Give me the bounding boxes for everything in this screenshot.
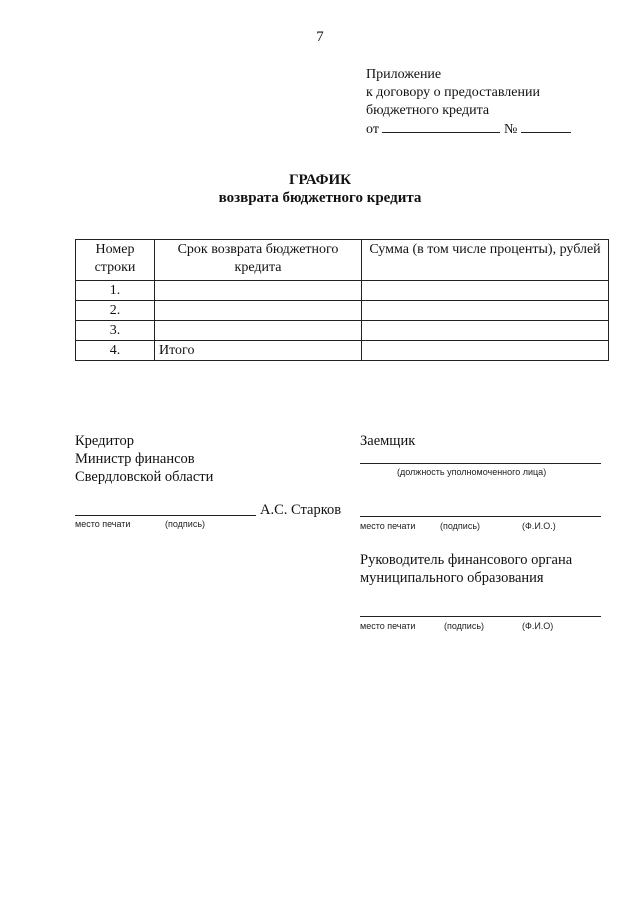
- creditor-seal-label: место печати: [75, 519, 131, 529]
- creditor-signer-name: А.С. Старков: [260, 502, 342, 518]
- borrower-title: Заемщик: [360, 433, 416, 449]
- finance-head-block: [360, 551, 572, 587]
- borrower-position-line: [360, 463, 601, 464]
- table-row: [76, 341, 609, 361]
- creditor-signature-label: (подпись): [165, 519, 206, 529]
- borrower-seal-label: место печати: [360, 521, 416, 531]
- creditor-position: Министр финансов: [75, 451, 195, 467]
- row-number: 3.: [76, 321, 155, 341]
- page-number: 7: [316, 29, 324, 45]
- finance-head-line-1: Руководитель финансового органа: [360, 552, 573, 568]
- borrower-signature-label: (подпись): [440, 521, 481, 531]
- row-term: [155, 301, 362, 321]
- row-term: [155, 321, 362, 341]
- finance-head-signature-line: [360, 616, 601, 617]
- date-blank: [382, 120, 500, 133]
- row-sum: [362, 281, 609, 301]
- repayment-schedule-table: [75, 239, 609, 361]
- title-line-2: возврата бюджетного кредита: [218, 190, 422, 206]
- finance-head-seal-label: место печати: [360, 621, 416, 631]
- creditor-title: Кредитор: [75, 433, 134, 449]
- annex-date-number: [366, 120, 571, 139]
- borrower-name-label: (Ф.И.О.): [522, 521, 556, 531]
- header-amount: Сумма (в том числе проценты), рублей: [362, 240, 609, 281]
- creditor-block: [75, 432, 213, 486]
- borrower-position-label: (должность уполномоченного лица): [397, 467, 547, 477]
- table-row: [76, 301, 609, 321]
- row-sum: [362, 341, 609, 361]
- annex-line-1: Приложение: [366, 67, 442, 82]
- finance-head-line-2: муниципального образования: [360, 570, 544, 586]
- title-line-1: ГРАФИК: [288, 172, 352, 188]
- annex-note: [366, 66, 571, 139]
- row-number: 4.: [76, 341, 155, 361]
- row-number: 2.: [76, 301, 155, 321]
- document-title: [0, 171, 640, 207]
- finance-head-name-label: (Ф.И.О): [522, 621, 554, 631]
- row-number: 1.: [76, 281, 155, 301]
- borrower-signature-line: [360, 516, 601, 517]
- number-blank: [521, 120, 571, 133]
- table-header-row: [76, 240, 609, 281]
- header-repayment-term: Срок возврата бюджетного кредита: [155, 240, 362, 281]
- header-row-number: Номер строки: [76, 240, 155, 281]
- table-row: [76, 281, 609, 301]
- from-label: от: [366, 122, 379, 137]
- row-term: [155, 281, 362, 301]
- annex-line-2: к договору о предоставлении: [366, 85, 540, 100]
- table-row: [76, 321, 609, 341]
- finance-head-signature-label: (подпись): [444, 621, 485, 631]
- row-sum: [362, 301, 609, 321]
- creditor-signature-line: [75, 515, 256, 516]
- row-sum: [362, 321, 609, 341]
- number-label: №: [503, 122, 518, 137]
- creditor-region: Свердловской области: [75, 469, 214, 485]
- annex-line-3: бюджетного кредита: [366, 103, 490, 118]
- row-term: Итого: [155, 341, 362, 361]
